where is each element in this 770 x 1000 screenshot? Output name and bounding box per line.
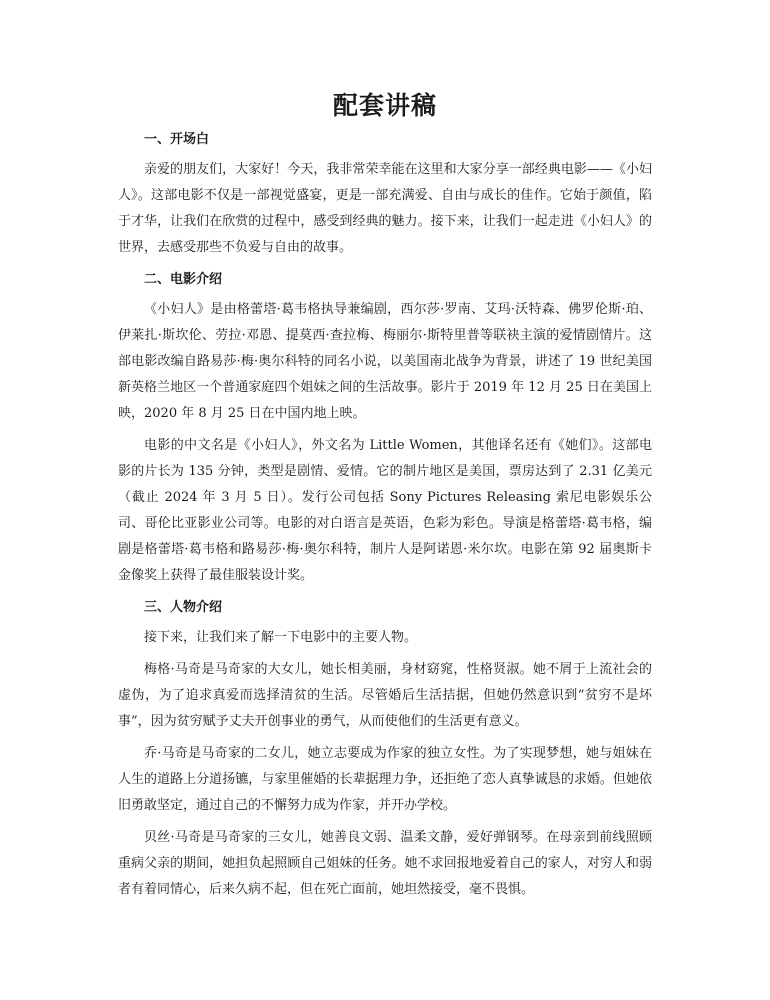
paragraph: 《小妇人》是由格蕾塔·葛韦格执导兼编剧，西尔莎·罗南、艾玛·沃特森、佛罗伦斯·珀、伊莱扎·斯坎伦、劳拉·邓恩、提莫西·查拉梅、梅丽尔·斯特里普等联袂主演的爱情剧情片。这部电影改编自路易莎·梅·奥尔科特的同名小说，以美国南北战争为背景，讲述了 19 世纪美国新英格兰地区一个普通家庭四个姐妹之间的生活故事。影片于 2019 年 12 月 25 日在美国上映，2020 年 8 月 25 日在中国内地上映。: [118, 302, 652, 421]
document-body: [118, 124, 652, 909]
section-heading: 一、开场白: [144, 132, 210, 147]
paragraph: 亲爱的朋友们，大家好！今天，我非常荣幸能在这里和大家分享一部经典电影——《小妇人》。这部电影不仅是一部视觉盛宴，更是一部充满爱、自由与成长的佳作。它始于颜值，陷于才华，让我们在欣赏的过程中，感受到经典的魅力。接下来，让我们一起走进《小妇人》的世界，去感受那些不负爱与自由的故事。: [118, 162, 652, 255]
paragraph: 接下来，让我们来了解一下电影中的主要人物。: [144, 630, 418, 645]
paragraph: 乔·马奇是马奇家的二女儿，她立志要成为作家的独立女性。为了实现梦想，她与姐妹在人生的道路上分道扬镳，与家里催婚的长辈据理力争，还拒绝了恋人真挚诚恳的求婚。但她依旧勇敢坚定，通过自己的不懈努力成为作家，并开办学校。: [118, 746, 652, 813]
paragraph: 贝丝·马奇是马奇家的三女儿，她善良文弱、温柔文静，爱好弹钢琴。在母亲到前线照顾重病父亲的期间，她担负起照顾自己姐妹的任务。她不求回报地爱着自己的家人，对穷人和弱者有着同情心，后来久病不起，但在死亡面前，她坦然接受，毫不畏惧。: [118, 830, 652, 897]
section-heading: 三、人物介绍: [144, 600, 223, 615]
paragraph: 电影的中文名是《小妇人》，外文名为 Little Women，其他译名还有《她们》。这部电影的片长为 135 分钟，类型是剧情、爱情。它的制片地区是美国，票房达到了 2.31 亿美元（截止 2024 年 3 月 5 日）。发行公司包括 Sony Pictures Releasing 索尼电影娱乐公司、哥伦比亚影业公司等。电影的对白语言是英语，色彩为彩色。导演是格蕾塔·葛韦格，编剧是格蕾塔·葛韦格和路易莎·梅·奥尔科特，制片人是阿诺恩·米尔坎。电影在第 92 届奥斯卡金像奖上获得了最佳服装设计奖。: [118, 438, 652, 583]
paragraph: 梅格·马奇是马奇家的大女儿，她长相美丽，身材窈窕，性格贤淑。她不屑于上流社会的虚伪，为了追求真爱而选择清贫的生活。尽管婚后生活拮据，但她仍然意识到“贫穷不是坏事”，因为贫穷赋予丈夫开创事业的勇气，从而使他们的生活更有意义。: [118, 662, 652, 729]
section-heading: 二、电影介绍: [144, 272, 223, 287]
document-title: 配套讲稿: [332, 91, 437, 120]
